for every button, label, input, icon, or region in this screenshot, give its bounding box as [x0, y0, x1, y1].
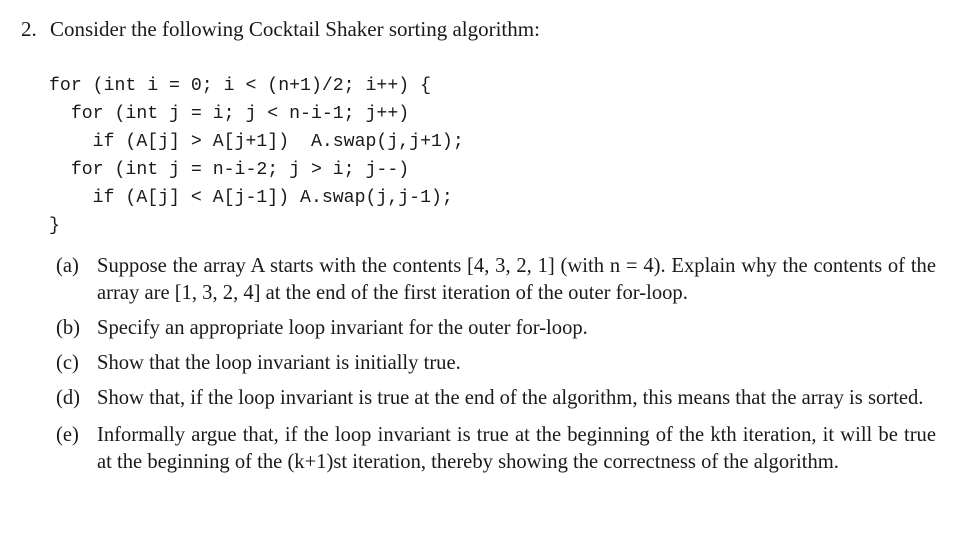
subquestion-text: Specify an appropriate loop invariant for the outer for-loop.: [97, 317, 588, 339]
code-line: for (int i = 0; i < (n+1)/2; i++) {: [49, 76, 431, 96]
subquestion-text: Informally argue that, if the loop invariant is true at the beginning of the kth iteration, it will be true at the beginning of the (k+1)st iteration, thereby showing the correctness of the algorithm.: [97, 424, 936, 473]
code-line: if (A[j] < A[j-1]) A.swap(j,j-1);: [49, 188, 453, 208]
subquestion-label: (d): [56, 387, 81, 409]
subquestion-d: [56, 385, 936, 412]
question-prompt: Consider the following Cocktail Shaker sorting algorithm:: [50, 17, 540, 41]
question-number: 2.: [21, 17, 37, 41]
subquestion-text: Suppose the array A starts with the contents [4, 3, 2, 1] (with n = 4). Explain why the contents of the array are [1, 3, 2, 4] at the end of the first iteration of the outer for-loop.: [97, 255, 936, 304]
code-line: if (A[j] > A[j+1]) A.swap(j,j+1);: [49, 132, 464, 152]
subquestion-a: [56, 253, 936, 307]
question-header: [21, 17, 540, 42]
subquestion-e: [56, 422, 936, 476]
subquestion-list: [56, 253, 936, 476]
subquestion-text: Show that the loop invariant is initially true.: [97, 352, 461, 374]
subquestion-label: (b): [56, 317, 81, 339]
subquestion-c: [56, 350, 936, 377]
code-line: for (int j = n-i-2; j > i; j--): [49, 160, 410, 180]
subquestion-label: (c): [56, 352, 79, 374]
subquestion-label: (e): [56, 424, 79, 446]
subquestion-b: [56, 315, 936, 342]
code-line: }: [49, 216, 60, 236]
subquestion-text: Show that, if the loop invariant is true at the end of the algorithm, this means that the array is sorted.: [97, 387, 924, 409]
code-line: for (int j = i; j < n-i-1; j++): [49, 104, 410, 124]
subquestion-label: (a): [56, 255, 79, 277]
code-block: [49, 72, 464, 240]
